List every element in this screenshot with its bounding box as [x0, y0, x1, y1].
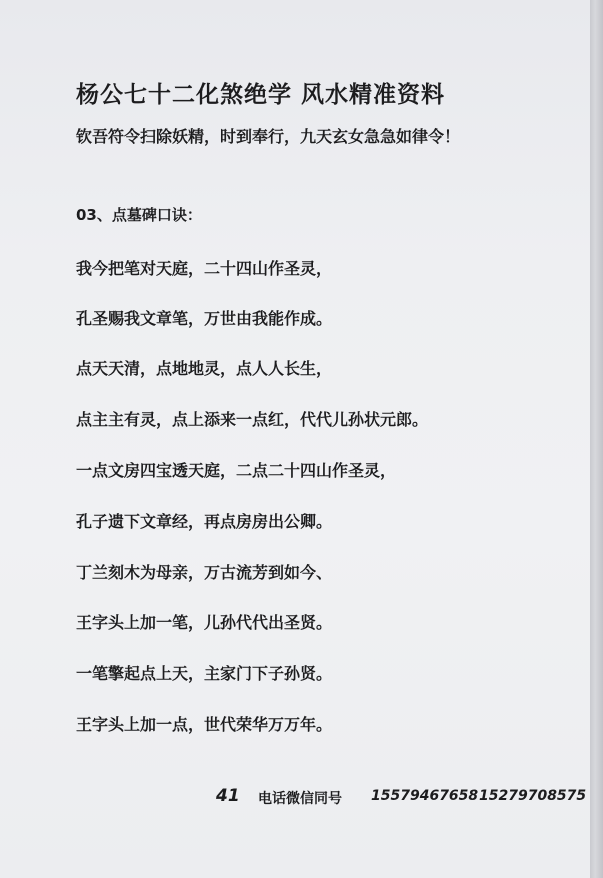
page-number: 41	[216, 786, 240, 806]
verse-line: 点主主有灵，点上添来一点红，代代儿孙状元郎。	[76, 410, 429, 429]
verse-line: 王字头上加一点，世代荣华万万年。	[76, 715, 333, 734]
document-subtitle: 钦吾符令扫除妖精，时到奉行，九天玄女急急如律令！	[76, 127, 461, 146]
verse-line: 王字头上加一笔，儿孙代代出圣贤。	[76, 613, 333, 632]
verse-line: 点天天清，点地地灵，点人人长生，	[76, 359, 333, 378]
verse-line: 孔子遗下文章经，再点房房出公卿。	[76, 512, 333, 531]
section-heading: 03、点墓碑口诀：	[76, 206, 202, 224]
verse-line: 一笔擎起点上天，主家门下子孙贤。	[76, 664, 333, 683]
contact-label: 电话微信同号	[258, 791, 342, 807]
verse-line: 我今把笔对天庭，二十四山作圣灵，	[76, 259, 333, 278]
phone-number-2: 15279708575	[479, 788, 587, 804]
phone-number-1: 15579467658	[371, 788, 479, 804]
verse-line: 孔圣赐我文章笔，万世由我能作成。	[76, 309, 333, 328]
verse-line: 丁兰刻木为母亲，万古流芳到如今、	[76, 563, 333, 582]
document-title: 杨公七十二化煞绝学 风水精准资料	[76, 82, 446, 108]
page-edge	[590, 0, 603, 878]
verse-line: 一点文房四宝透天庭，二点二十四山作圣灵，	[76, 461, 397, 480]
